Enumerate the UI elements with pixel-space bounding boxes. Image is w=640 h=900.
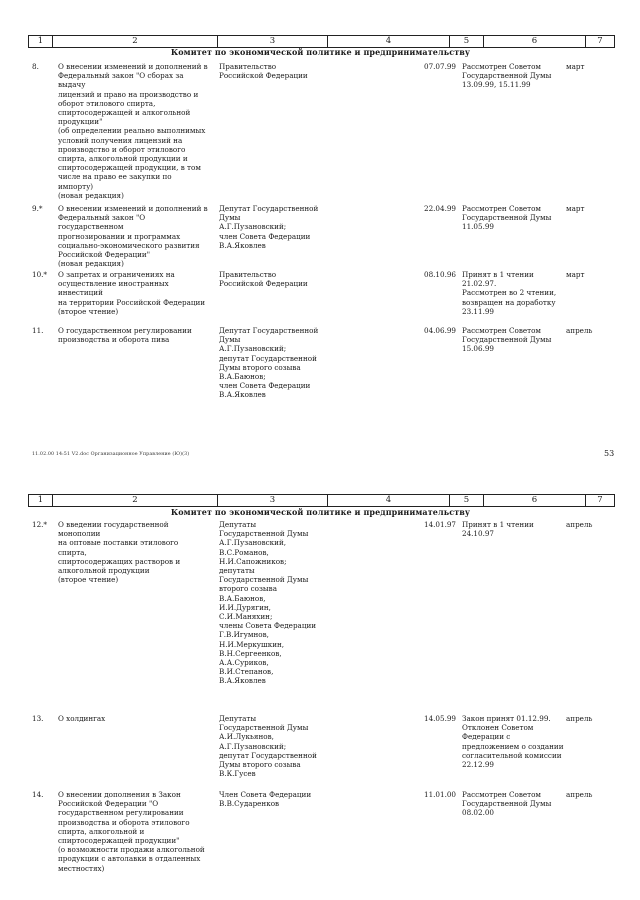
- bill-title: О холдингах: [58, 714, 106, 723]
- bill-author: Правительство Российской Федерации: [219, 270, 308, 289]
- col-header-1: 1: [29, 495, 53, 506]
- bill-status: Рассмотрен Советом Государственной Думы 08.02.00: [462, 790, 552, 818]
- page-number: 53: [604, 449, 615, 458]
- submission-date: 22.04.99: [424, 204, 457, 213]
- bill-author: Депутат Государственной Думы А.Г.Пузановский; депутат Государственной Думы второго созыва В.А.Баюнов; член Совета Федерации В.А.Яковлев: [219, 326, 319, 400]
- bill-title: О внесении изменений и дополнений в Федеральный закон "О сборах за выдачу лицензий и право на производство и оборот этилового спирта, спиртосодержащей и алкогольной продукции" (об определении реально выполнимых условий получения лицензий на производство и оборот этилового спирта, алкогольной продукции и спиртосодержащей продукции, в том числе на право ее закупки по импорту) (новая редакция): [58, 62, 208, 200]
- bill-status: Закон принят 01.12.99. Отклонен Советом Федерации с предложением о создании согласительной комиссии 22.12.99: [462, 714, 564, 770]
- col-header-5: 5: [450, 36, 484, 47]
- submission-date: 14.01.97: [424, 520, 457, 529]
- col-header-4: 4: [328, 36, 450, 47]
- committee-heading: Комитет по экономической политике и предпринимательству: [170, 507, 471, 517]
- bill-title: О запретах и ограничениях на осуществление иностранных инвестиций на территории Российской Федерации (второе чтение): [58, 270, 206, 316]
- col-header-4: 4: [328, 495, 450, 506]
- planned-month: март: [566, 270, 585, 279]
- submission-date: 07.07.99: [424, 62, 457, 71]
- bill-author: Депутаты Государственной Думы А.Г.Пузановский, В.С.Романов, Н.И.Сапожников; депутаты Государственной Думы второго созыва В.А.Баюнов, И.И.Дурягин, С.И.Маняхин; члены Совета Федерации Г.В.Игумнов, Н.И.Меркушкин, В.Н.Сергеенков, А.А.Суриков, В.И.Степанов, В.А.Яковлев: [219, 520, 317, 686]
- col-header-5: 5: [450, 495, 484, 506]
- col-header-2: 2: [53, 495, 218, 506]
- planned-month: апрель: [566, 714, 593, 723]
- committee-heading: Комитет по экономической политике и предпринимательству: [170, 47, 471, 57]
- col-header-1: 1: [29, 36, 53, 47]
- table-header-columns: [28, 494, 615, 507]
- bill-title: О внесении дополнения в Закон Российской Федерации "О государственном регулировании производства и оборота этилового спирта, алкогольной и спиртосодержащей продукции" (о возможности продажи алкогольной продукции с автолавки в отдаленных местностях): [58, 790, 205, 873]
- planned-month: апрель: [566, 790, 593, 799]
- row-number: 8.: [32, 62, 39, 71]
- submission-date: 11.01.00: [424, 790, 457, 799]
- bill-status: Рассмотрен Советом Государственной Думы 13.09.99, 15.11.99: [462, 62, 552, 90]
- page-footer: 11.02.00 14:51 V2.doc Организационное Управление (Ю)(3): [32, 452, 190, 457]
- planned-month: март: [566, 62, 585, 71]
- col-header-7: 7: [597, 495, 603, 505]
- bill-status: Рассмотрен Советом Государственной Думы 15.06.99: [462, 326, 552, 354]
- bill-author: Правительство Российской Федерации: [219, 62, 308, 81]
- col-header-2: 2: [53, 36, 218, 47]
- submission-date: 04.06.99: [424, 326, 457, 335]
- row-number: 11.: [32, 326, 44, 335]
- row-number: 9.*: [32, 204, 43, 213]
- col-header-6: 6: [484, 495, 586, 506]
- bill-author: Депутаты Государственной Думы А.И.Лукьянов, А.Г.Пузановский; депутат Государственной Думы второго созыва В.К.Гусев: [219, 714, 317, 779]
- bill-status: Принят в 1 чтении 21.02.97. Рассмотрен во 2 чтении, возвращен на доработку 23.11.99: [462, 270, 557, 316]
- planned-month: апрель: [566, 520, 593, 529]
- planned-month: март: [566, 204, 585, 213]
- submission-date: 14.05.99: [424, 714, 457, 723]
- row-number: 13.: [32, 714, 44, 723]
- row-number: 10.*: [32, 270, 48, 279]
- col-header-6: 6: [484, 36, 586, 47]
- row-number: 14.: [32, 790, 44, 799]
- planned-month: апрель: [566, 326, 593, 335]
- bill-title: О введении государственной монополии на оптовые поставки этилового спирта, спиртосодержащих растворов и алкогольной продукции (второе чтение): [58, 520, 181, 585]
- bill-title: О государственном регулировании производства и оборота пива: [58, 326, 192, 345]
- row-number: 12.*: [32, 520, 48, 529]
- submission-date: 08.10.96: [424, 270, 457, 279]
- col-header-3: 3: [218, 36, 328, 47]
- col-header-7: 7: [597, 36, 603, 46]
- col-header-3: 3: [218, 495, 328, 506]
- bill-author: Депутат Государственной Думы А.Г.Пузановский; член Совета Федерации В.А.Яковлев: [219, 204, 319, 250]
- bill-status: Рассмотрен Советом Государственной Думы 11.05.99: [462, 204, 552, 232]
- bill-title: О внесении изменений и дополнений в Федеральный закон "О государственном прогнозировании и программах социально-экономического развития Российской Федерации" (новая редакция): [58, 204, 208, 269]
- bill-status: Принят в 1 чтении 24.10.97: [462, 520, 534, 539]
- bill-author: Член Совета Федерации В.В.Сударенков: [219, 790, 312, 809]
